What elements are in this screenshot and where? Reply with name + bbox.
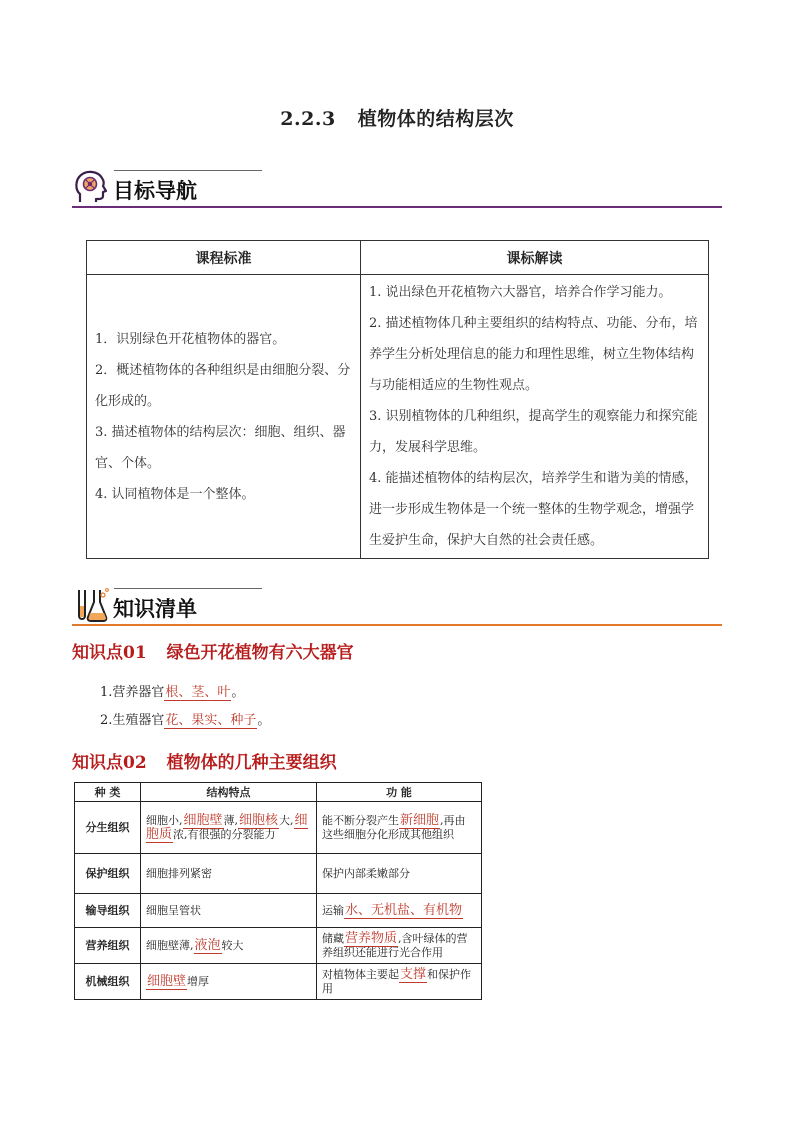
header-top-line bbox=[114, 588, 262, 589]
structure-cell: 细胞小,细胞壁薄,细胞核大,细胞质浓,有很强的分裂能力 bbox=[141, 802, 317, 854]
header-structure: 结构特点 bbox=[141, 783, 317, 802]
answer-blank: 水、无机盐、有机物 bbox=[345, 902, 463, 918]
answer-blank: 细胞壁 bbox=[147, 973, 187, 989]
section-goal-navigation bbox=[72, 168, 722, 210]
standard-item: 2．概述植物体的各种组织是由细胞分裂、分化形成的。 bbox=[95, 362, 351, 409]
function-cell: 储藏营养物质,含叶绿体的营养组织还能进行光合作用 bbox=[317, 928, 482, 964]
section-rule bbox=[72, 624, 722, 626]
answer-blank: 细胞壁 bbox=[183, 812, 223, 828]
header-top-line bbox=[114, 170, 262, 171]
answer-blank: 新细胞 bbox=[400, 812, 440, 828]
answer-blank: 液泡 bbox=[194, 937, 221, 953]
tissue-type: 营养组织 bbox=[75, 928, 141, 964]
header-function: 功 能 bbox=[317, 783, 482, 802]
interpretations-cell bbox=[361, 275, 709, 559]
head-gears-icon bbox=[72, 168, 110, 206]
kp2-number: 知识点02 bbox=[72, 753, 147, 773]
answer-blank: 细胞质 bbox=[146, 812, 308, 842]
tissue-type: 分生组织 bbox=[75, 802, 141, 854]
function-cell: 保护内部柔嫩部分 bbox=[317, 854, 482, 894]
table-row bbox=[75, 854, 482, 894]
list-item: 2.生殖器官花、果实、种子。 bbox=[100, 713, 271, 728]
section-label: 目标导航 bbox=[113, 179, 197, 203]
interpretation-item: 4. 能描述植物体的结构层次，培养学生和谐为美的情感，进一步形成生物体是一个统一整体的生物学观念，增强学生爱护生命，保护大自然的社会责任感。 bbox=[369, 471, 698, 548]
interpretation-item: 2. 描述植物体几种主要组织的结构特点、功能、分布，培养学生分析处理信息的能力和理性思维，树立生物体结构与功能相适应的生物性观点。 bbox=[369, 316, 698, 393]
structure-cell: 细胞排列紧密 bbox=[141, 854, 317, 894]
kp1-title: 绿色开花植物有六大器官 bbox=[166, 643, 354, 663]
kp2-heading bbox=[72, 748, 337, 773]
function-cell: 运输水、无机盐、有机物 bbox=[317, 894, 482, 928]
kp2-title: 植物体的几种主要组织 bbox=[166, 753, 337, 773]
function-cell: 对植物体主要起支撑和保护作用 bbox=[317, 964, 482, 1000]
structure-cell: 细胞呈管状 bbox=[141, 894, 317, 928]
table-row bbox=[75, 894, 482, 928]
function-cell: 能不断分裂产生新细胞,再由这些细胞分化形成其他组织 bbox=[317, 802, 482, 854]
goal-table bbox=[86, 240, 709, 559]
title-text: 植物体的结构层次 bbox=[357, 108, 514, 130]
header-type: 种 类 bbox=[75, 783, 141, 802]
list-item: 1.营养器官根、茎、叶。 bbox=[100, 685, 245, 700]
section-rule bbox=[72, 206, 722, 208]
page-title bbox=[0, 104, 794, 131]
interpretation-item: 1. 说出绿色开花植物六大器官，培养合作学习能力。 bbox=[369, 285, 672, 300]
answer-blank: 细胞核 bbox=[239, 812, 279, 828]
standard-item: 1．识别绿色开花植物体的器官。 bbox=[95, 331, 286, 347]
answer-blank: 花、果实、种子 bbox=[165, 713, 257, 728]
table-row bbox=[75, 802, 482, 854]
section-label: 知识清单 bbox=[113, 597, 197, 621]
tissue-type: 输导组织 bbox=[75, 894, 141, 928]
table-row bbox=[75, 964, 482, 1000]
structure-cell: 细胞壁增厚 bbox=[141, 964, 317, 1000]
header-standard: 课程标准 bbox=[87, 241, 361, 275]
answer-blank: 支撑 bbox=[400, 966, 427, 982]
kp1-heading bbox=[72, 638, 354, 663]
standard-item: 4. 认同植物体是一个整体。 bbox=[95, 486, 255, 502]
tissue-table bbox=[74, 782, 482, 1000]
lab-flask-icon bbox=[72, 586, 110, 624]
answer-blank: 营养物质 bbox=[345, 930, 398, 946]
tissue-type: 机械组织 bbox=[75, 964, 141, 1000]
title-number: 2.2.3 bbox=[280, 108, 336, 130]
standards-cell bbox=[87, 275, 361, 559]
structure-cell: 细胞壁薄,液泡较大 bbox=[141, 928, 317, 964]
kp1-number: 知识点01 bbox=[72, 643, 147, 663]
tissue-type: 保护组织 bbox=[75, 854, 141, 894]
standard-item: 3. 描述植物体的结构层次：细胞、组织、器官、个体。 bbox=[95, 424, 346, 471]
header-interpretation: 课标解读 bbox=[361, 241, 709, 275]
interpretation-item: 3. 识别植物体的几种组织，提高学生的观察能力和探究能力，发展科学思维。 bbox=[369, 409, 698, 455]
table-row bbox=[75, 928, 482, 964]
section-knowledge-list bbox=[72, 586, 722, 628]
answer-blank: 根、茎、叶 bbox=[165, 685, 231, 700]
